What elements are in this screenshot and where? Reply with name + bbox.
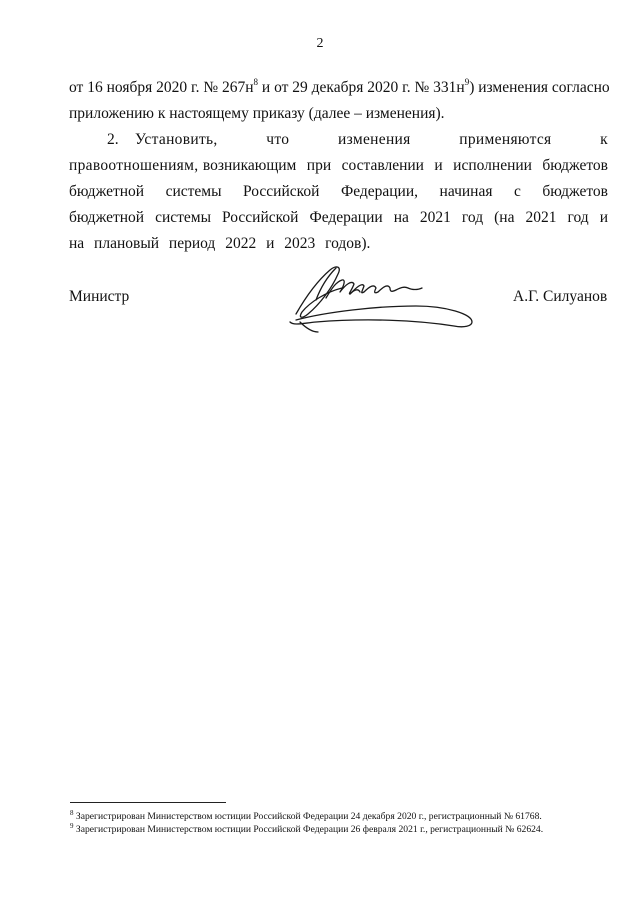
footnote-9 [70,823,615,836]
footnote-divider [70,802,226,803]
signatory-name: А.Г. Силуанов [513,288,608,305]
footnote-text: Зарегистрирован Министерством юстиции Российской Федерации 26 февраля 2021 г., регистрационный № 62624. [73,824,544,835]
paragraph-2 [69,127,608,257]
text-fragment: ) изменения согласно [469,79,610,96]
paragraph-2-line-1: Установить, что изменения применяются к правоотношениям, [69,131,608,174]
handwritten-signature [286,262,476,336]
footnote-text: Зарегистрирован Министерством юстиции Российской Федерации 24 декабря 2020 г., регистрационный № 61768. [73,811,542,822]
paragraph-2-number: 2. [107,131,119,148]
footnote-8 [70,810,615,823]
paragraph-1-line-1 [69,75,608,101]
footnote-mark: 9 [70,821,74,830]
paragraph-1-line-2: приложению к настоящему приказу (далее – изменения). [69,105,445,122]
footnote-mark: 8 [70,808,74,817]
text-fragment: и от 29 декабря 2020 г. № 331н [258,79,465,96]
paragraph-1 [69,75,608,127]
footnote-ref-8: 8 [253,76,259,87]
page-number: 2 [316,36,324,51]
footnotes [70,810,615,836]
text-fragment: от 16 ноября 2020 г. № 267н [69,79,254,96]
paragraph-2-text: возникающим при составлении и исполнении бюджетов бюджетной системы Российской Федерации, начиная с бюджетов бюджетной системы Российской Федерации на 2021 год (на 2021 год и на плановый период 2022 и 2023 годов). [69,157,608,252]
signatory-title: Министр [69,288,130,305]
footnote-ref-9: 9 [464,76,470,87]
